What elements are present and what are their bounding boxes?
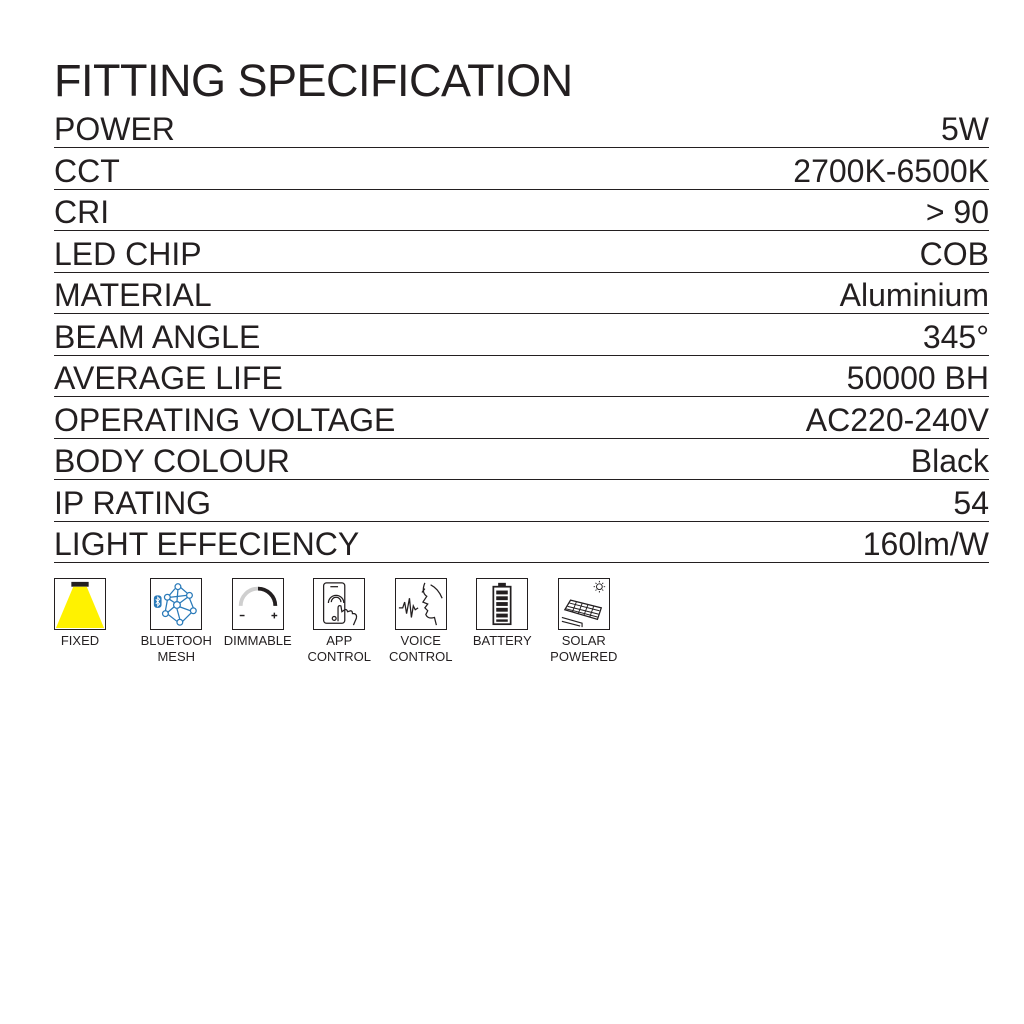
spec-row-average-life — [54, 357, 989, 397]
spec-row-ip-rating — [54, 482, 989, 522]
spec-value: COB — [919, 235, 989, 272]
solar-powered-icon — [558, 578, 610, 630]
spec-value: Black — [910, 443, 989, 479]
app-control-icon — [313, 578, 365, 630]
spec-row-cct — [54, 150, 989, 190]
feature-bluetooth-mesh — [136, 578, 218, 665]
feature-solar-powered — [543, 578, 625, 665]
spec-value: 50000 BH — [846, 360, 989, 396]
feature-label: BLUETOOH MESH — [140, 633, 212, 664]
spec-label: IP RATING — [54, 484, 212, 521]
spec-row-body-colour — [54, 440, 989, 480]
spec-row-power — [54, 108, 989, 148]
feature-label: DIMMABLE — [223, 633, 292, 648]
feature-label: APP CONTROL — [307, 633, 372, 664]
feature-fixed — [54, 578, 136, 665]
spec-row-led-chip — [54, 233, 989, 273]
battery-icon — [476, 578, 528, 630]
spec-value: 54 — [953, 484, 989, 521]
spec-label: POWER — [54, 111, 175, 147]
spec-row-operating-voltage — [54, 399, 989, 439]
spec-label: AVERAGE LIFE — [54, 360, 283, 396]
spec-value: 160lm/W — [862, 526, 989, 562]
feature-label: SOLAR POWERED — [550, 633, 618, 664]
spec-value: > 90 — [925, 194, 989, 230]
spec-row-light-efficiency — [54, 523, 989, 563]
spec-value: 2700K-6500K — [793, 152, 989, 189]
voice-control-icon — [395, 578, 447, 630]
spec-row-beam-angle — [54, 316, 989, 356]
spec-table — [54, 108, 989, 565]
page-title: FITTING SPECIFICATION — [54, 55, 573, 106]
spec-label: LED CHIP — [54, 235, 202, 272]
spec-label: CRI — [54, 194, 110, 230]
spec-label: OPERATING VOLTAGE — [54, 401, 396, 438]
spec-row-cri — [54, 191, 989, 231]
bluetooth-mesh-icon — [150, 578, 202, 630]
feature-label: FIXED — [60, 633, 100, 648]
spec-label: CCT — [54, 152, 120, 189]
spec-label: BODY COLOUR — [54, 443, 290, 479]
spec-row-material — [54, 274, 989, 314]
spec-label: BEAM ANGLE — [54, 318, 261, 355]
spec-label: MATERIAL — [54, 277, 212, 313]
spec-value: Aluminium — [839, 277, 989, 313]
feature-app-control — [299, 578, 381, 665]
feature-icons — [54, 578, 625, 665]
feature-label: BATTERY — [472, 633, 532, 648]
spec-value: 345° — [922, 318, 989, 355]
feature-battery — [462, 578, 544, 665]
feature-dimmable — [217, 578, 299, 665]
spec-label: LIGHT EFFECIENCY — [54, 526, 360, 562]
feature-label: VOICE CONTROL — [388, 633, 453, 664]
dimmable-icon — [232, 578, 284, 630]
fixed-beam-icon — [54, 578, 106, 630]
spec-value: 5W — [941, 111, 989, 147]
feature-voice-control — [380, 578, 462, 665]
spec-value: AC220-240V — [805, 401, 989, 438]
